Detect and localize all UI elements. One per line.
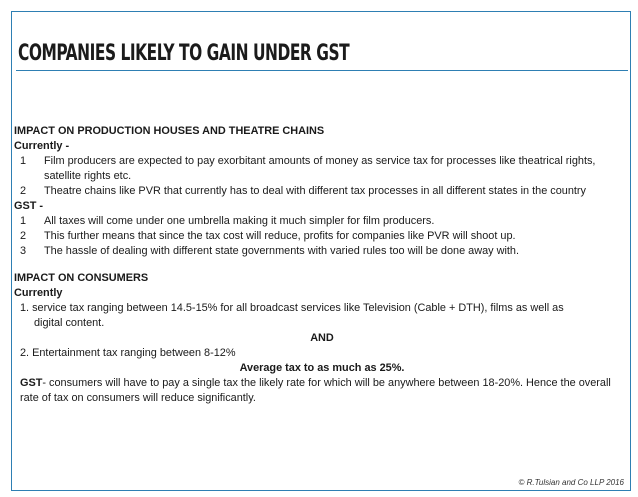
item-text: Theatre chains like PVR that currently has to deal with different tax processes in all different states in the country bbox=[44, 185, 586, 197]
copyright-footer: © R.Tulsian and Co LLP 2016 bbox=[518, 478, 624, 487]
item-text: This further means that since the tax cost will reduce, profits for companies like PVR will shoot up. bbox=[44, 230, 516, 242]
item-text: All taxes will come under one umbrella making it much simpler for film producers. bbox=[44, 215, 435, 227]
list-item bbox=[14, 184, 630, 199]
currently-label: Currently - bbox=[14, 140, 70, 152]
section-heading-consumers: IMPACT ON CONSUMERS bbox=[14, 272, 149, 284]
gst-summary bbox=[14, 376, 630, 406]
consumer-item-1-line2: digital content. bbox=[34, 317, 105, 329]
list-item bbox=[14, 214, 630, 229]
average-tax-note: Average tax to as much as 25%. bbox=[239, 362, 405, 374]
item-number: 2 bbox=[20, 230, 27, 242]
list-item bbox=[14, 154, 630, 184]
gst-summary-label: GST bbox=[20, 377, 43, 389]
spacer bbox=[14, 259, 630, 271]
slide-content bbox=[14, 124, 630, 406]
slide-title: COMPANIES LIKELY TO GAIN UNDER GST bbox=[18, 41, 350, 66]
item-number: 3 bbox=[20, 245, 27, 257]
gst-label: GST - bbox=[14, 200, 44, 212]
item-number: 2 bbox=[20, 185, 27, 197]
list-item bbox=[14, 229, 630, 244]
currently-label: Currently bbox=[14, 287, 63, 299]
item-text: Film producers are expected to pay exorbitant amounts of money as service tax for processes like theatrical rights, satellite rights etc. bbox=[44, 155, 596, 182]
title-divider bbox=[16, 70, 628, 71]
item-text: The hassle of dealing with different state governments with varied rules too will be done away with. bbox=[44, 245, 520, 257]
item-number: 1 bbox=[20, 215, 27, 227]
consumer-item-1-line1: 1. service tax ranging between 14.5-15% for all broadcast services like Television (Cable + DTH), films as well as bbox=[20, 302, 564, 314]
and-label: AND bbox=[310, 332, 334, 344]
section-heading-production: IMPACT ON PRODUCTION HOUSES AND THEATRE CHAINS bbox=[14, 125, 325, 137]
consumer-item-2: 2. Entertainment tax ranging between 8-12% bbox=[20, 347, 236, 359]
list-item bbox=[14, 244, 630, 259]
consumer-item-1 bbox=[14, 301, 630, 331]
gst-summary-text: - consumers will have to pay a single tax the likely rate for which will be anywhere between 18-20%. Hence the overall rate of tax on consumers will reduce significantly. bbox=[20, 377, 611, 404]
item-number: 1 bbox=[20, 155, 27, 167]
